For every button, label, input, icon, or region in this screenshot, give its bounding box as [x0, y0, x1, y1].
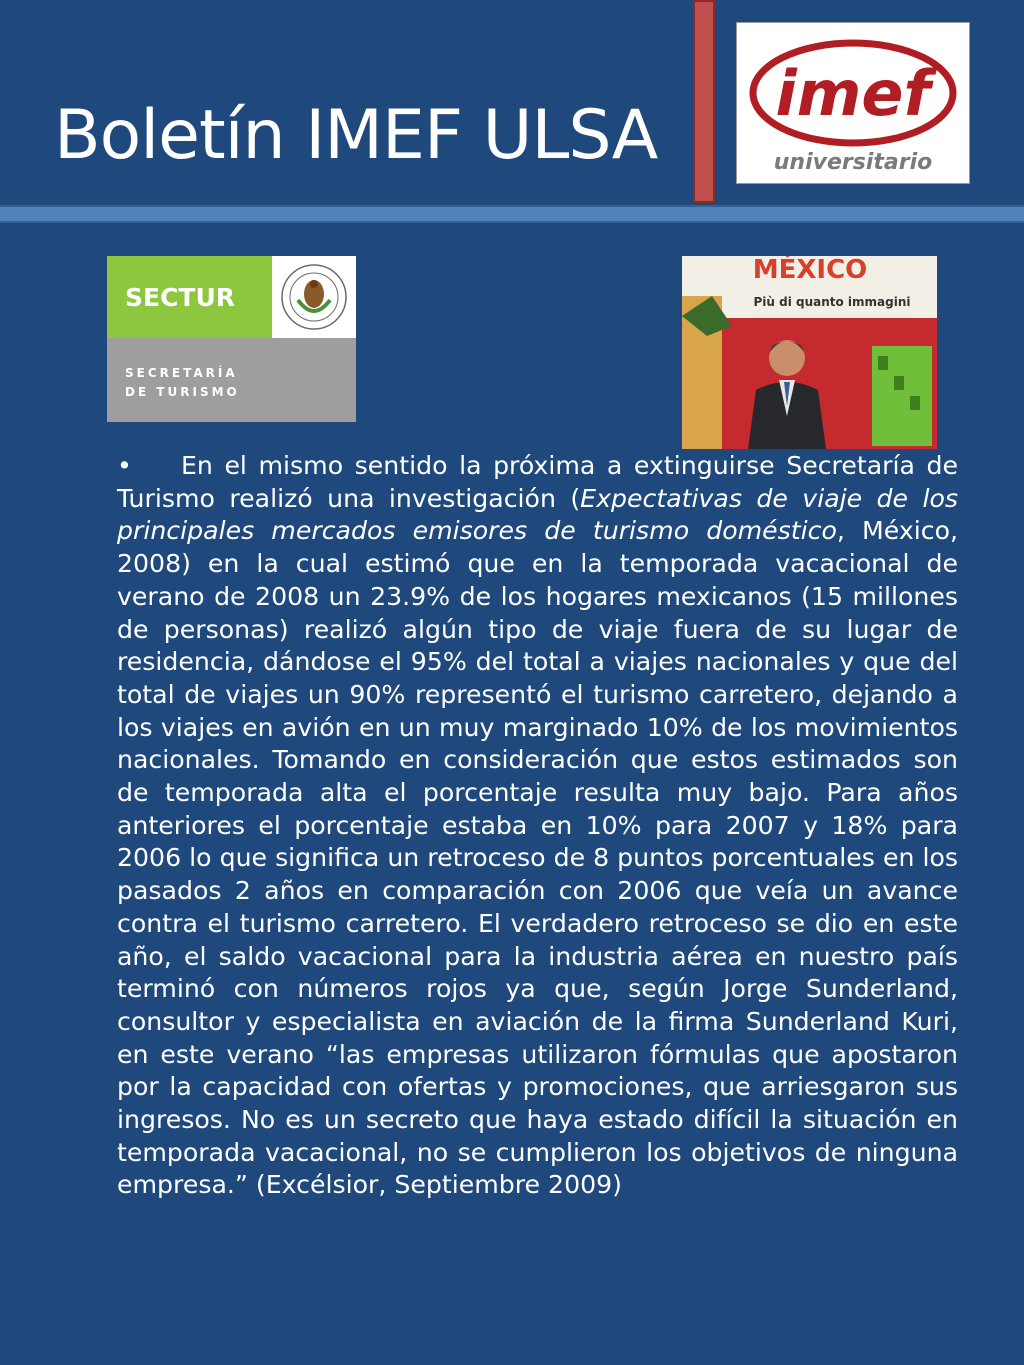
header-divider — [0, 205, 1024, 223]
sectur-name: SECTUR — [107, 256, 272, 338]
logo-subtitle: universitario — [773, 150, 933, 175]
logo-brand-text: imef — [775, 57, 931, 130]
article-text-part-1: En el mismo sentido la próxima a extinguirse Secretaría de Turismo realizó una investigación ( — [117, 451, 958, 513]
article-body — [117, 450, 958, 1202]
accent-bar — [693, 0, 715, 203]
banner-title: MÉXICO — [752, 256, 868, 285]
sectur-logo — [107, 256, 356, 422]
banner-tagline: Più di quanto immagini — [753, 295, 911, 309]
article-report-title: Expectativas de viaje de los principales mercados emisores de turismo doméstico — [117, 483, 958, 546]
tourism-photo — [682, 256, 937, 449]
sectur-line-2: DE TURISMO — [125, 385, 240, 399]
imef-logo — [736, 22, 970, 184]
bullet-marker: • — [117, 451, 132, 480]
sectur-subtitle-band — [107, 338, 356, 422]
mexico-seal-icon — [272, 256, 356, 338]
page-title: Boletín IMEF ULSA — [54, 96, 658, 175]
article-text-part-2: , México, 2008) en la cual estimó que en la temporada vacacional de verano de 2008 un 23.9% de los hogares mexicanos (15 millones de personas) realizó algún tipo de viaje fuera de su lugar de residencia, dándose el 95% del total a viajes nacionales y que del total de viajes un 90% representó el turismo carretero, dejando a los viajes en avión en un muy marginado 10% de los movimientos nacionales. Tomando en consideración que estos estimados son de temporada alta el porcentaje resulta muy bajo. Para años anteriores el porcentaje estaba en 10% para 2007 y 18% para 2006 lo que significa un retroceso de 8 puntos porcentuales en los pasados 2 años en comparación con 2006 que veía un avance contra el turismo carretero. El verdadero retroceso se dio en este año, el saldo vacacional para la industria aérea en nuestro país terminó con números rojos ya que, según Jorge Sunderland, consultor y especialista en aviación de la firma Sunderland Kuri, en este verano “las empresas utilizaron fórmulas que apostaron por la capacidad con ofertas y promociones, que arriesgaron sus ingresos. No es un secreto que haya estado difícil la situación en temporada vacacional, no se cumplieron los objetivos de ninguna empresa.” (Excélsior, Septiembre 2009) — [117, 516, 958, 1200]
sectur-line-1: SECRETARÍA — [125, 366, 238, 380]
